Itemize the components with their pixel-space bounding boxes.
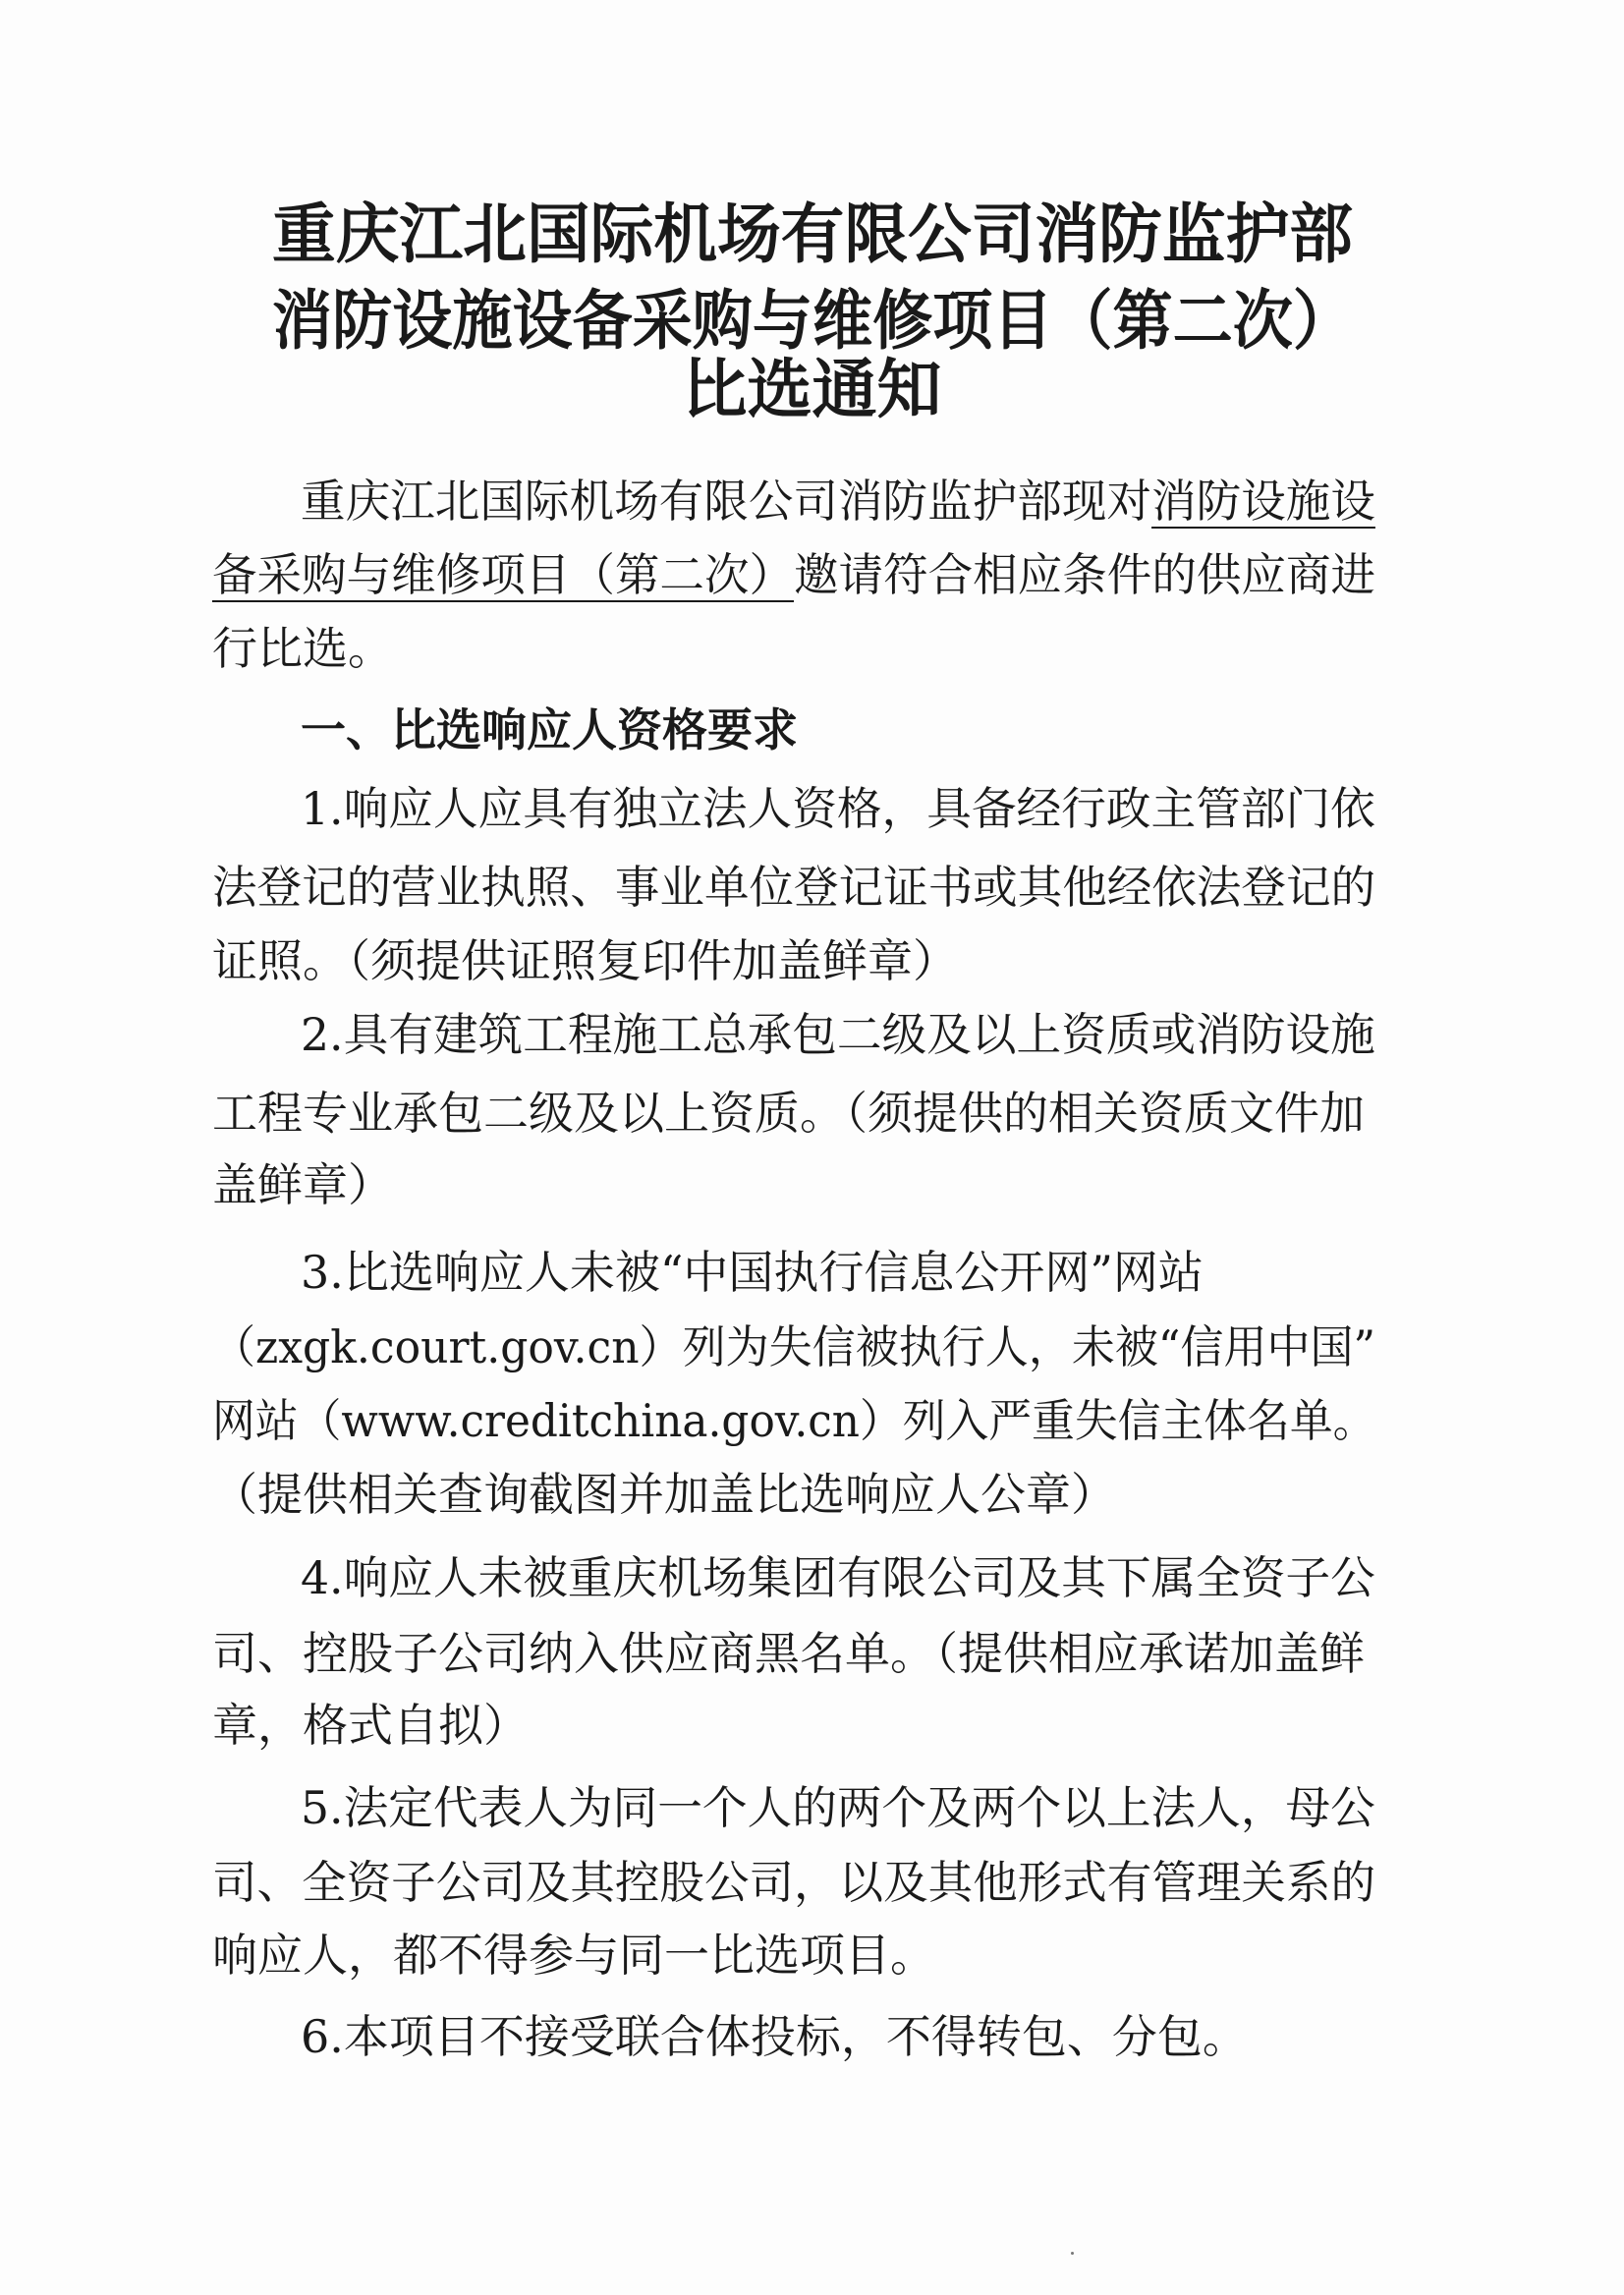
item-2-line-1: 2.具有建筑工程施工总承包二级及以上资质或消防设施 [301,1008,1375,1061]
item-5-line-2: 司、全资子公司及其控股公司，以及其他形式有管理关系的 [212,1856,1376,1909]
intro-text-end: 行比选。 [212,622,393,675]
intro-line-1 [301,475,1375,528]
item-4-line-2: 司、控股子公司纳入供应商黑名单。（提供相应承诺加盖鲜 [212,1627,1365,1680]
intro-line-3 [212,622,1372,675]
item-3-line-2: （zxgk.court.gov.cn）列为失信被执行人，未被“信用中国” [212,1320,1376,1373]
title-line-1: 重庆江北国际机场有限公司消防监护部 [271,196,1353,272]
scan-speck [1071,2252,1074,2255]
item-1-line-1: 1.响应人应具有独立法人资格，具备经行政主管部门依 [301,782,1375,835]
intro-project-name-cont: 备采购与维修项目（第二次） [212,548,795,601]
item-5-line-1: 5.法定代表人为同一个人的两个及两个以上法人，母公 [301,1781,1375,1834]
item-3-line-3: 网站（www.creditchina.gov.cn）列入严重失信主体名单。 [212,1394,1376,1447]
intro-text: 重庆江北国际机场有限公司消防监护部现对 [301,475,1152,528]
section-heading: 一、比选响应人资格要求 [301,703,798,756]
item-4-line-3: 章，格式自拟） [212,1699,529,1752]
item-3-line-4: （提供相关查询截图并加盖比选响应人公章） [212,1468,1116,1521]
item-2-line-2: 工程专业承包二级及以上资质。（须提供的相关资质文件加 [212,1087,1365,1140]
intro-line-2 [212,548,1376,601]
intro-text-cont: 邀请符合相应条件的供应商进 [794,548,1376,601]
item-5-line-3: 响应人，都不得参与同一比选项目。 [212,1929,935,1982]
item-1-line-3: 证照。（须提供证照复印件加盖鲜章） [212,934,958,987]
title-line-2: 消防设施设备采购与维修项目（第二次） [271,282,1353,359]
item-6-line-1: 6.本项目不接受联合体投标，不得转包、分包。 [301,2010,1248,2063]
item-3-line-1: 3.比选响应人未被“中国执行信息公开网”网站 [301,1246,1204,1299]
item-4-line-1: 4.响应人未被重庆机场集团有限公司及其下属全资子公 [301,1551,1375,1604]
item-2-line-3: 盖鲜章） [212,1158,393,1211]
title-line-3: 比选通知 [682,351,942,427]
intro-project-name: 消防设施设 [1151,475,1375,528]
item-1-line-2: 法登记的营业执照、事业单位登记证书或其他经依法登记的 [212,861,1376,914]
